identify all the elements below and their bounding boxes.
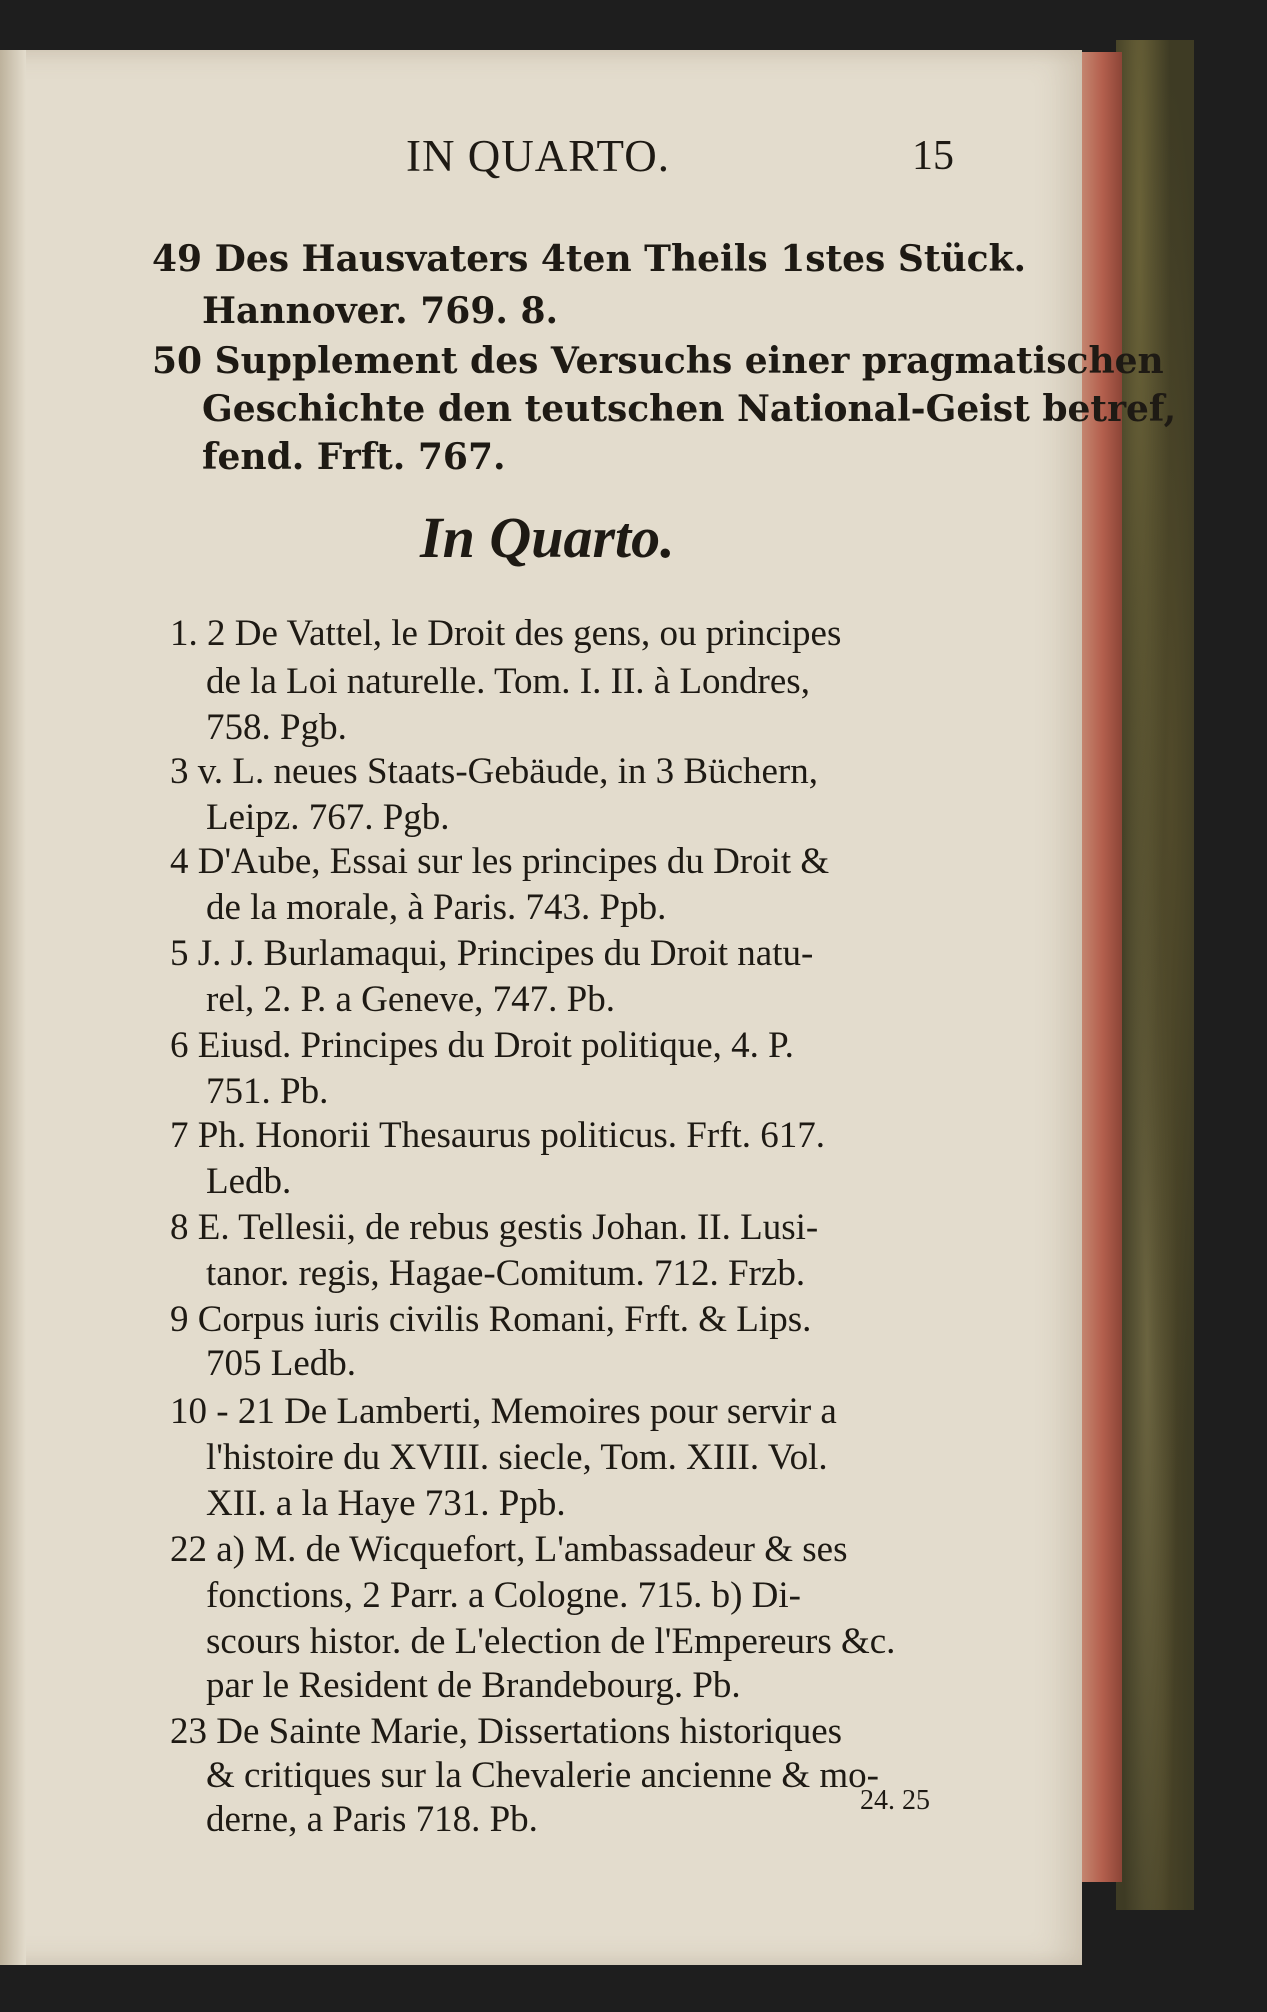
entry-line: Ledb.	[206, 1161, 292, 1202]
entry-line: 4 D'Aube, Essai sur les principes du Droit &	[170, 841, 830, 882]
entry-line: 6 Eiusd. Principes du Droit politique, 4. P.	[170, 1025, 794, 1066]
running-head: IN QUARTO.	[406, 131, 670, 181]
page-number: 15	[912, 133, 954, 179]
section-title: In Quarto.	[420, 505, 675, 570]
entry-line: 5 J. J. Burlamaqui, Principes du Droit natu-	[170, 933, 814, 974]
entry-line: de la Loi naturelle. Tom. I. II. à Londres,	[206, 661, 810, 702]
entry-line: tanor. regis, Hagae-Comitum. 712. Frzb.	[206, 1253, 806, 1294]
catchword: 24. 25	[860, 1785, 930, 1816]
entry-line: fend. Frft. 767.	[202, 436, 506, 478]
entry-line: fonctions, 2 Parr. a Cologne. 715. b) Di-	[206, 1575, 801, 1616]
entry-line: rel, 2. P. a Geneve, 747. Pb.	[206, 979, 615, 1020]
entry-line: 23 De Sainte Marie, Dissertations historiques	[170, 1711, 843, 1752]
entry-line: 50 Supplement des Versuchs einer pragmatischen	[152, 340, 1164, 382]
entry-line: XII. a la Haye 731. Ppb.	[206, 1483, 566, 1524]
page-gutter	[0, 50, 26, 1965]
entry-line: Hannover. 769. 8.	[202, 290, 559, 332]
entry-line: de la morale, à Paris. 743. Ppb.	[206, 887, 667, 928]
entry-line: scours histor. de L'election de l'Empereurs &c.	[206, 1621, 896, 1662]
entry-line: derne, a Paris 718. Pb.	[206, 1799, 538, 1840]
book-cover-marbled	[1116, 40, 1194, 1910]
entry-line: par le Resident de Brandebourg. Pb.	[206, 1665, 741, 1706]
entry-line: Leipz. 767. Pgb.	[206, 797, 450, 838]
entry-line: 8 E. Tellesii, de rebus gestis Johan. II. Lusi-	[170, 1207, 819, 1248]
entry-line: 22 a) M. de Wicquefort, L'ambassadeur & ses	[170, 1529, 848, 1570]
entry-line: & critiques sur la Chevalerie ancienne & mo-	[206, 1755, 879, 1796]
entry-line: Geschichte den teutschen National-Geist betref,	[202, 388, 1177, 430]
entry-line: l'histoire du XVIII. siecle, Tom. XIII. Vol.	[206, 1437, 828, 1478]
entry-line: 1. 2 De Vattel, le Droit des gens, ou principes	[170, 613, 842, 654]
entry-line: 49 Des Hausvaters 4ten Theils 1stes Stück.	[152, 238, 1027, 280]
entry-line: 751. Pb.	[206, 1071, 329, 1112]
entry-line: 758. Pgb.	[206, 707, 347, 748]
entry-line: 7 Ph. Honorii Thesaurus politicus. Frft. 617.	[170, 1115, 826, 1156]
page-edges	[1082, 52, 1122, 1882]
entry-line: 3 v. L. neues Staats-Gebäude, in 3 Büchern,	[170, 751, 819, 792]
entry-line: 9 Corpus iuris civilis Romani, Frft. & Lips.	[170, 1299, 812, 1340]
entry-line: 10 - 21 De Lamberti, Memoires pour servir a	[170, 1391, 837, 1432]
entry-line: 705 Ledb.	[206, 1343, 357, 1384]
